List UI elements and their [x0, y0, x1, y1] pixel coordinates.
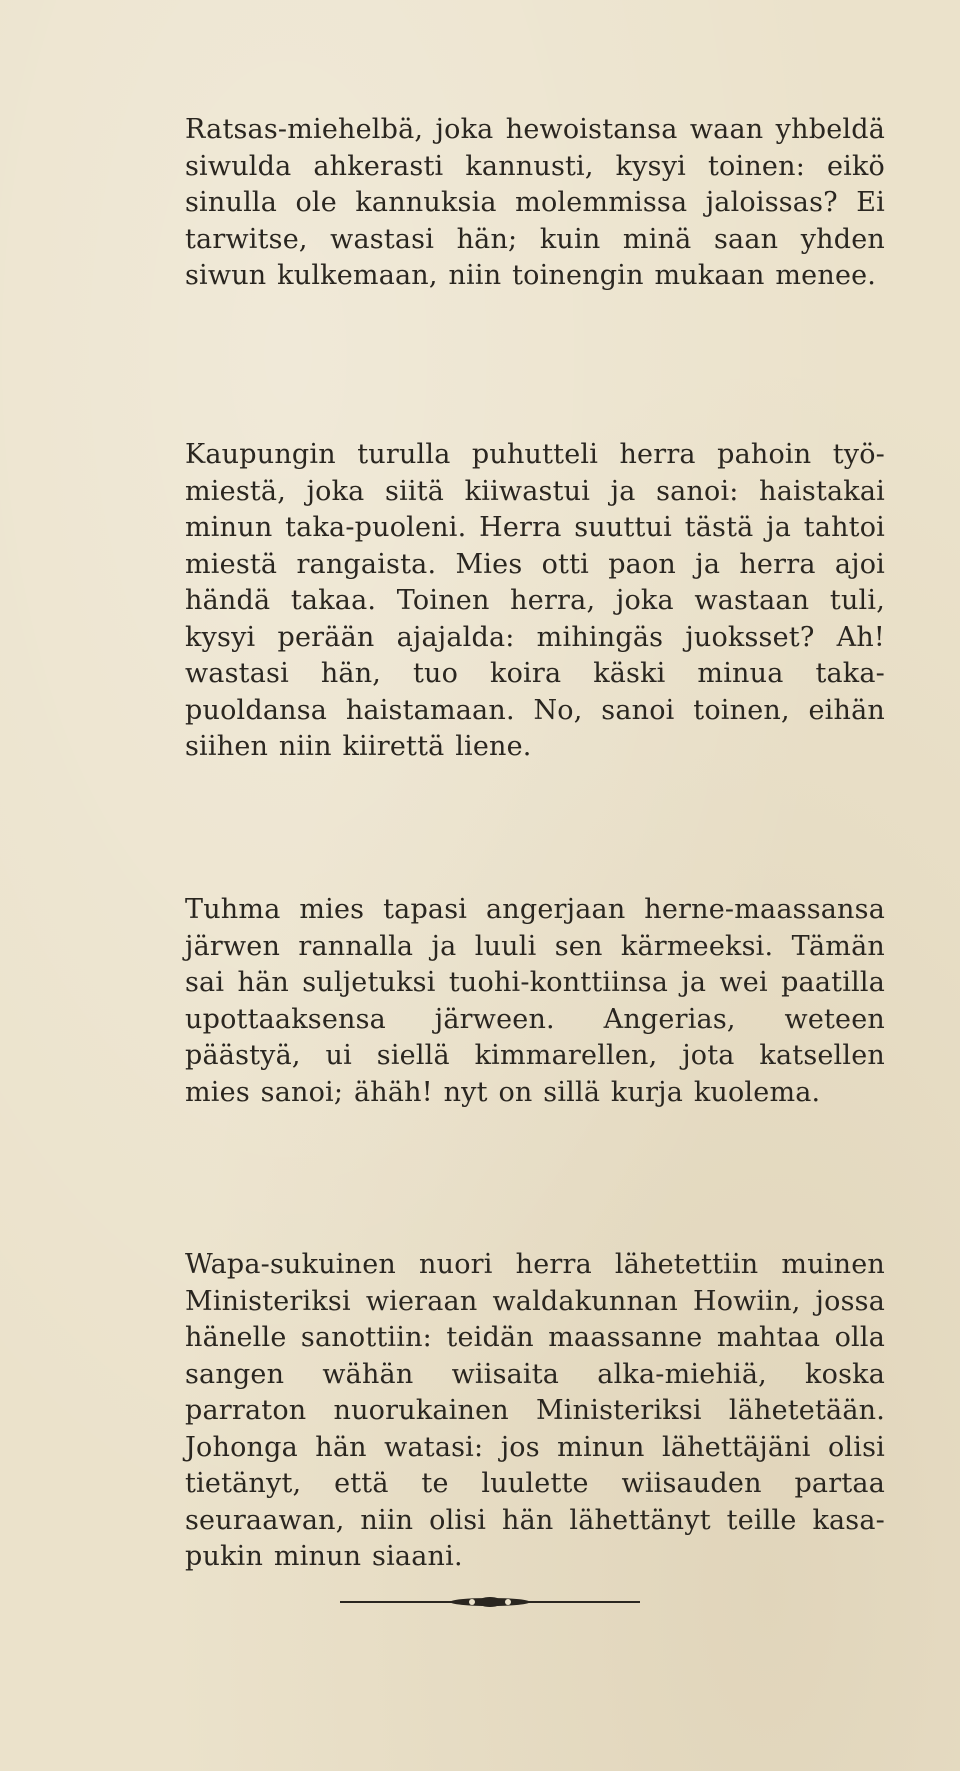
anecdote-horseman: Ratsas-miehelbä, joka hewoistansa waan yhbeldä siwulda ahkerasti kannusti, kysyi toinen: eikö sinulla ole kannuksia molemmissa jaloissas? Ei tarwitse, wastasi hän; kuin minä saan yhden siwun kulkemaan, niin toinengin mukaan menee.: [185, 114, 885, 291]
ornamental-divider: [340, 1596, 640, 1608]
anecdote-young-minister: Wapa-sukuinen nuori herra lähetettiin muinen Ministeriksi wieraan waldakunnan Howiin, jossa hänelle sanottiin: teidän maassanne mahtaa olla sangen wähän wiisaita alka-miehiä, koska parraton nuorukainen Ministeriksi lähetetään. Johonga hän watasi: jos minun lähettäjäni olisi tietänyt, että te luulette wiisauden partaa seuraawan, niin olisi hän lähettänyt teille kasa-pukin minun siaani.: [185, 1249, 885, 1572]
anecdote-market-square: Kaupungin turulla puhutteli herra pahoin työ-miestä, joka siitä kiiwastui ja sanoi: haistakai minun taka-puoleni. Herra suuttui tästä ja tahtoi miestä rangaista. Mies otti paon ja herra ajoi händä takaa. Toinen herra, joka wastaan tuli, kysyi perään ajajalda: mihingäs juoksset? Ah! wastasi hän, tuo koira käski minua taka-puoldansa haistamaan. No, sanoi toinen, eihän siihen niin kiirettä liene.: [185, 439, 885, 762]
anecdote-eel: Tuhma mies tapasi angerjaan herne-maassansa järwen rannalla ja luuli sen kärmeeksi. Tämän sai hän suljetuksi tuohi-konttiinsa ja wei paatilla upottaaksensa järween. Angerias, weteen päästyä, ui siellä kimmarellen, jota katsellen mies sanoi; ähäh! nyt on sillä kurja kuolema.: [185, 894, 885, 1108]
